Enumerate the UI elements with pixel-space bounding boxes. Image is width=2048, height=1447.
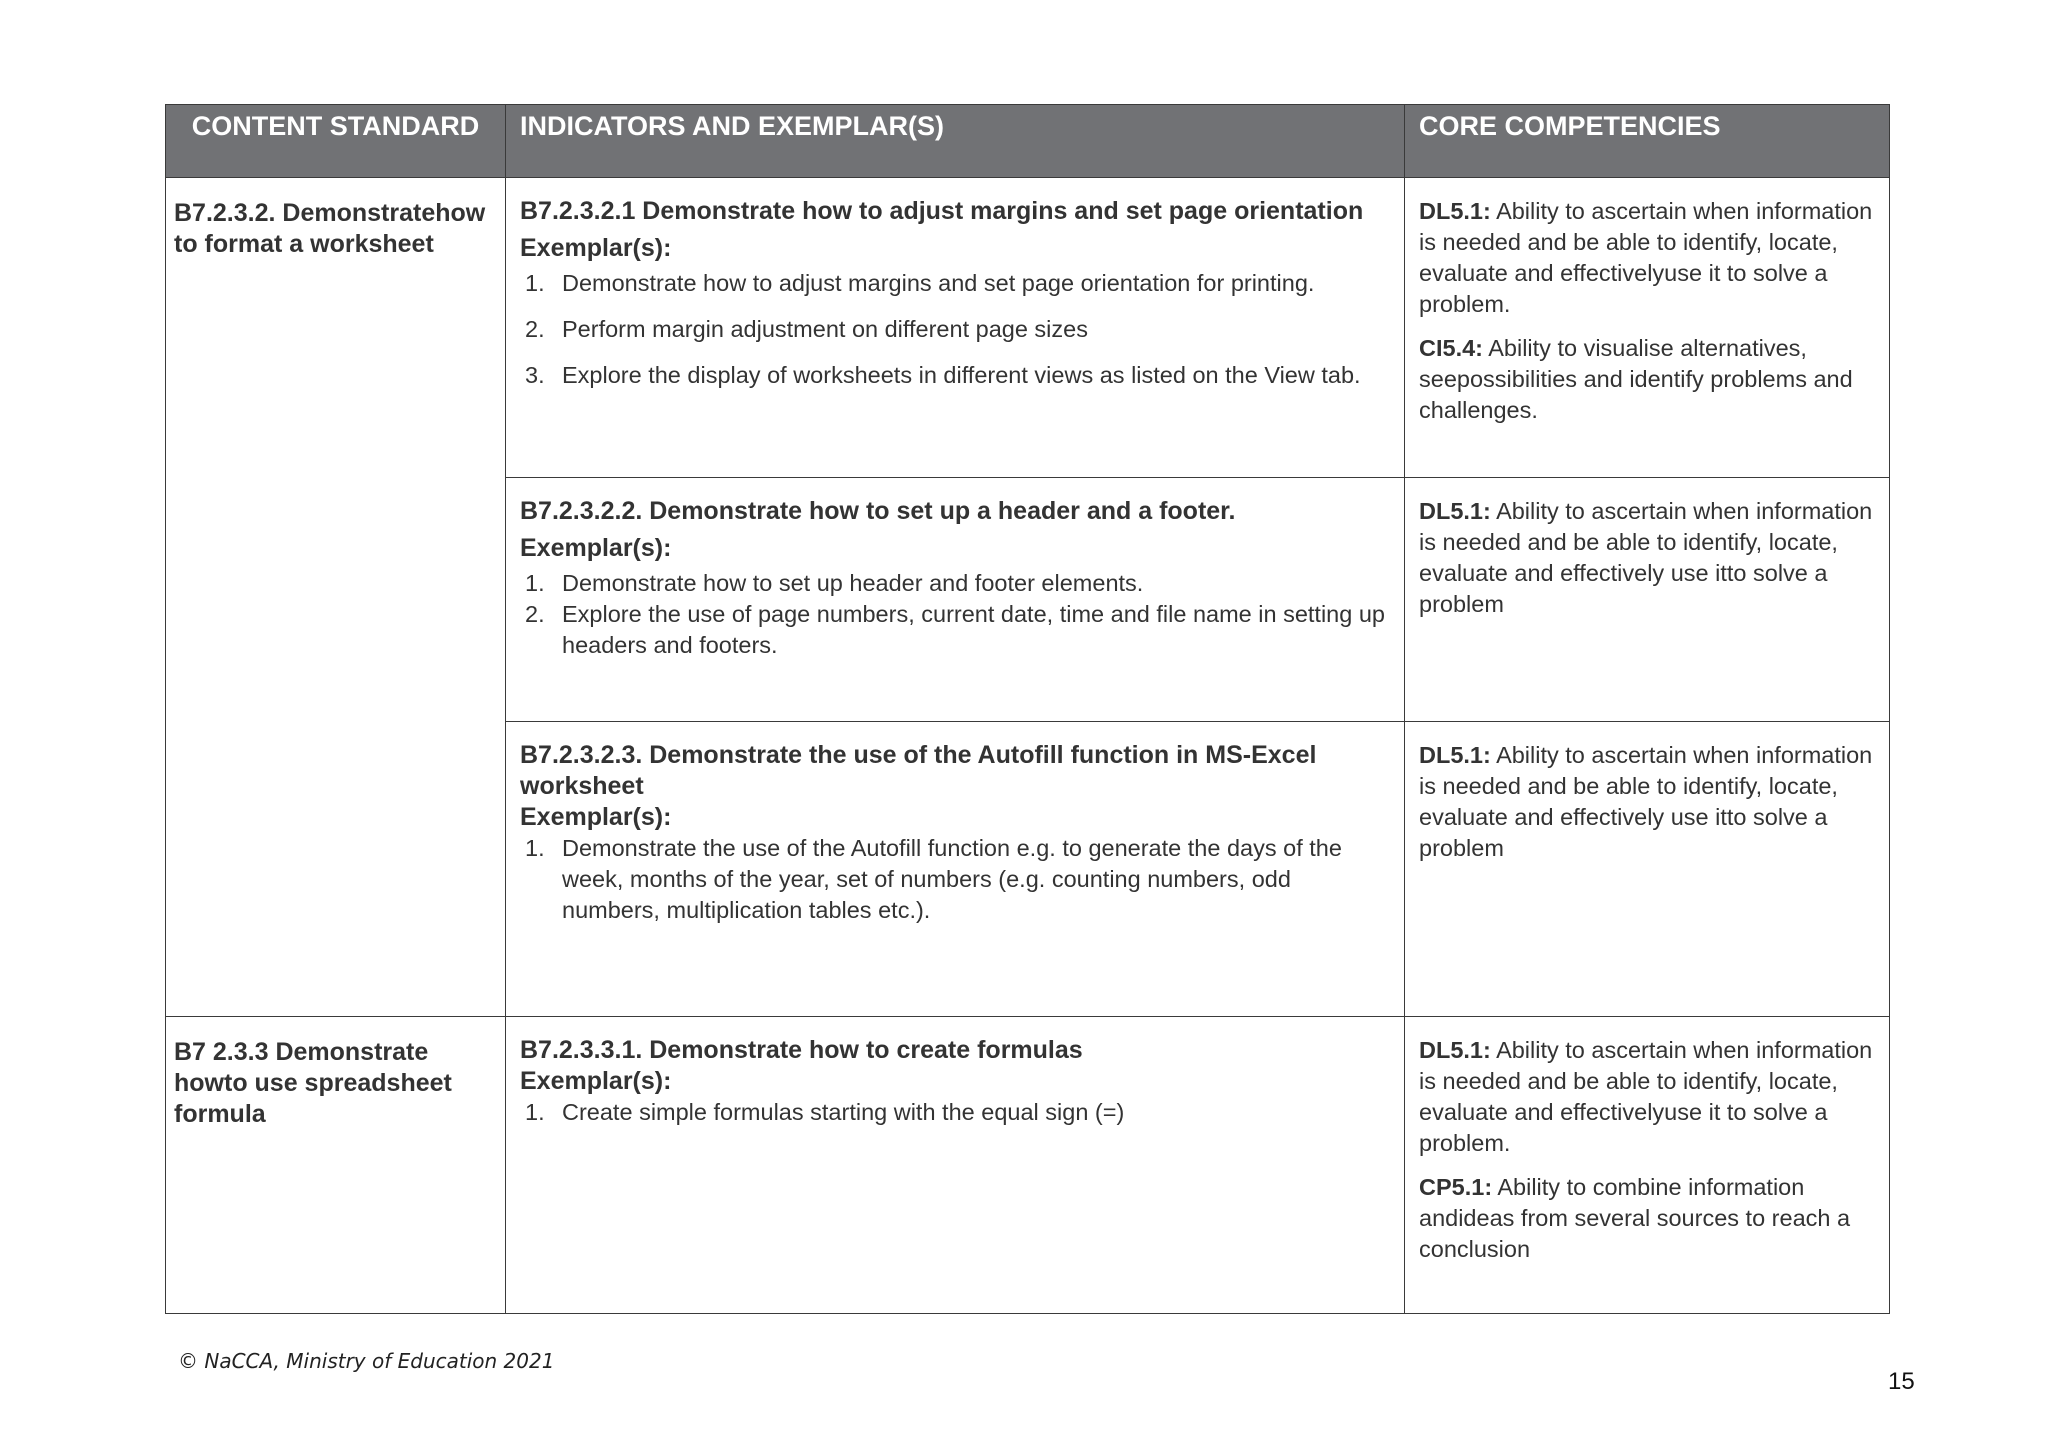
competency-text: Ability to combine information andideas from several sources to reach a conclusion bbox=[1419, 1174, 1851, 1262]
indicator-title: B7.2.3.3.1. Demonstrate how to create formulas bbox=[520, 1036, 1083, 1064]
indicator-cell bbox=[506, 722, 1405, 1017]
indicator-title: B7.2.3.2.2. Demonstrate how to set up a header and a footer. bbox=[520, 497, 1236, 525]
competency-cell bbox=[1405, 722, 1890, 1017]
exemplar-label: Exemplar(s): bbox=[520, 234, 672, 262]
competency-cell bbox=[1405, 478, 1890, 722]
header-indicators: INDICATORS AND EXEMPLAR(S) bbox=[506, 105, 1405, 178]
competency bbox=[1419, 740, 1875, 864]
indicator-title: B7.2.3.2.3. Demonstrate the use of the Autofill function in MS-Excel worksheet bbox=[520, 741, 1317, 800]
competency-text: Ability to ascertain when information is needed and be able to identify, locate, evaluate and effectively use itto solve a problem bbox=[1419, 498, 1873, 617]
competency-code: DL5.1: bbox=[1419, 498, 1491, 524]
competency-code: CI5.4: bbox=[1419, 335, 1483, 361]
content-standard-cell bbox=[166, 1017, 506, 1314]
exemplar-number: 1. bbox=[525, 270, 545, 296]
exemplar-item bbox=[520, 833, 1390, 926]
table-header-row bbox=[166, 105, 1890, 178]
content-standard-text: B7 2.3.3 Demonstrate howto use spreadsheet formula bbox=[174, 1038, 452, 1128]
competency-text: Ability to ascertain when information is needed and be able to identify, locate, evaluate and effectively use itto solve a problem bbox=[1419, 742, 1873, 861]
exemplar-label: Exemplar(s): bbox=[520, 534, 672, 562]
exemplar-item bbox=[520, 268, 1390, 299]
exemplar-number: 1. bbox=[525, 570, 545, 596]
exemplar-item bbox=[520, 314, 1390, 345]
page-number: 15 bbox=[1888, 1368, 1915, 1395]
indicator-title: B7.2.3.2.1 Demonstrate how to adjust margins and set page orientation bbox=[520, 197, 1364, 225]
competency-code: DL5.1: bbox=[1419, 198, 1491, 224]
exemplar-list bbox=[520, 268, 1390, 391]
exemplar-number: 1. bbox=[525, 1099, 545, 1125]
exemplar-text: Perform margin adjustment on different page sizes bbox=[562, 316, 1088, 342]
competency bbox=[1419, 496, 1875, 620]
competency-text: Ability to ascertain when information is needed and be able to identify, locate, evaluate and effectivelyuse it to solve a problem. bbox=[1419, 1037, 1873, 1156]
indicator-cell bbox=[506, 178, 1405, 478]
indicator-cell bbox=[506, 1017, 1405, 1314]
exemplar-list bbox=[520, 1097, 1390, 1128]
competency bbox=[1419, 1172, 1875, 1265]
exemplar-text: Demonstrate the use of the Autofill function e.g. to generate the days of the week, months of the year, set of numbers (e.g. counting numbers, odd numbers, multiplication tables etc.). bbox=[562, 835, 1342, 923]
competency-cell bbox=[1405, 1017, 1890, 1314]
footer-copyright: © NaCCA, Ministry of Education 2021 bbox=[178, 1349, 555, 1373]
competency-code: DL5.1: bbox=[1419, 1037, 1491, 1063]
exemplar-item bbox=[520, 599, 1390, 661]
exemplar-number: 3. bbox=[525, 362, 545, 388]
competency-code: CP5.1: bbox=[1419, 1174, 1493, 1200]
competency bbox=[1419, 333, 1875, 426]
content-standard-cell bbox=[166, 178, 506, 1017]
competency-cell bbox=[1405, 178, 1890, 478]
competency bbox=[1419, 1035, 1875, 1159]
table-row bbox=[166, 1017, 1890, 1314]
table-row bbox=[166, 178, 1890, 478]
exemplar-number: 2. bbox=[525, 316, 545, 342]
indicator-cell bbox=[506, 478, 1405, 722]
header-content-standard: CONTENT STANDARD bbox=[166, 105, 506, 178]
exemplar-label: Exemplar(s): bbox=[520, 1067, 672, 1095]
curriculum-table bbox=[165, 104, 1890, 1314]
exemplar-number: 1. bbox=[525, 835, 545, 861]
exemplar-list bbox=[520, 833, 1390, 926]
exemplar-label: Exemplar(s): bbox=[520, 803, 672, 831]
exemplar-text: Demonstrate how to adjust margins and set page orientation for printing. bbox=[562, 270, 1315, 296]
competency-text: Ability to ascertain when information is needed and be able to identify, locate, evaluate and effectivelyuse it to solve a problem. bbox=[1419, 198, 1873, 317]
exemplar-text: Demonstrate how to set up header and footer elements. bbox=[562, 570, 1144, 596]
exemplar-number: 2. bbox=[525, 601, 545, 627]
competency-text: Ability to visualise alternatives, seepossibilities and identify problems and challenges. bbox=[1419, 335, 1853, 423]
exemplar-text: Create simple formulas starting with the equal sign (=) bbox=[562, 1099, 1125, 1125]
content-standard-text: B7.2.3.2. Demonstratehow to format a worksheet bbox=[174, 199, 486, 258]
exemplar-item bbox=[520, 360, 1390, 391]
header-core-competencies: CORE COMPETENCIES bbox=[1405, 105, 1890, 178]
exemplar-text: Explore the display of worksheets in different views as listed on the View tab. bbox=[562, 362, 1361, 388]
exemplar-text: Explore the use of page numbers, current date, time and file name in setting up headers and footers. bbox=[562, 601, 1385, 658]
competency bbox=[1419, 196, 1875, 320]
exemplar-item bbox=[520, 568, 1390, 599]
competency-code: DL5.1: bbox=[1419, 742, 1491, 768]
exemplar-list bbox=[520, 568, 1390, 661]
exemplar-item bbox=[520, 1097, 1390, 1128]
